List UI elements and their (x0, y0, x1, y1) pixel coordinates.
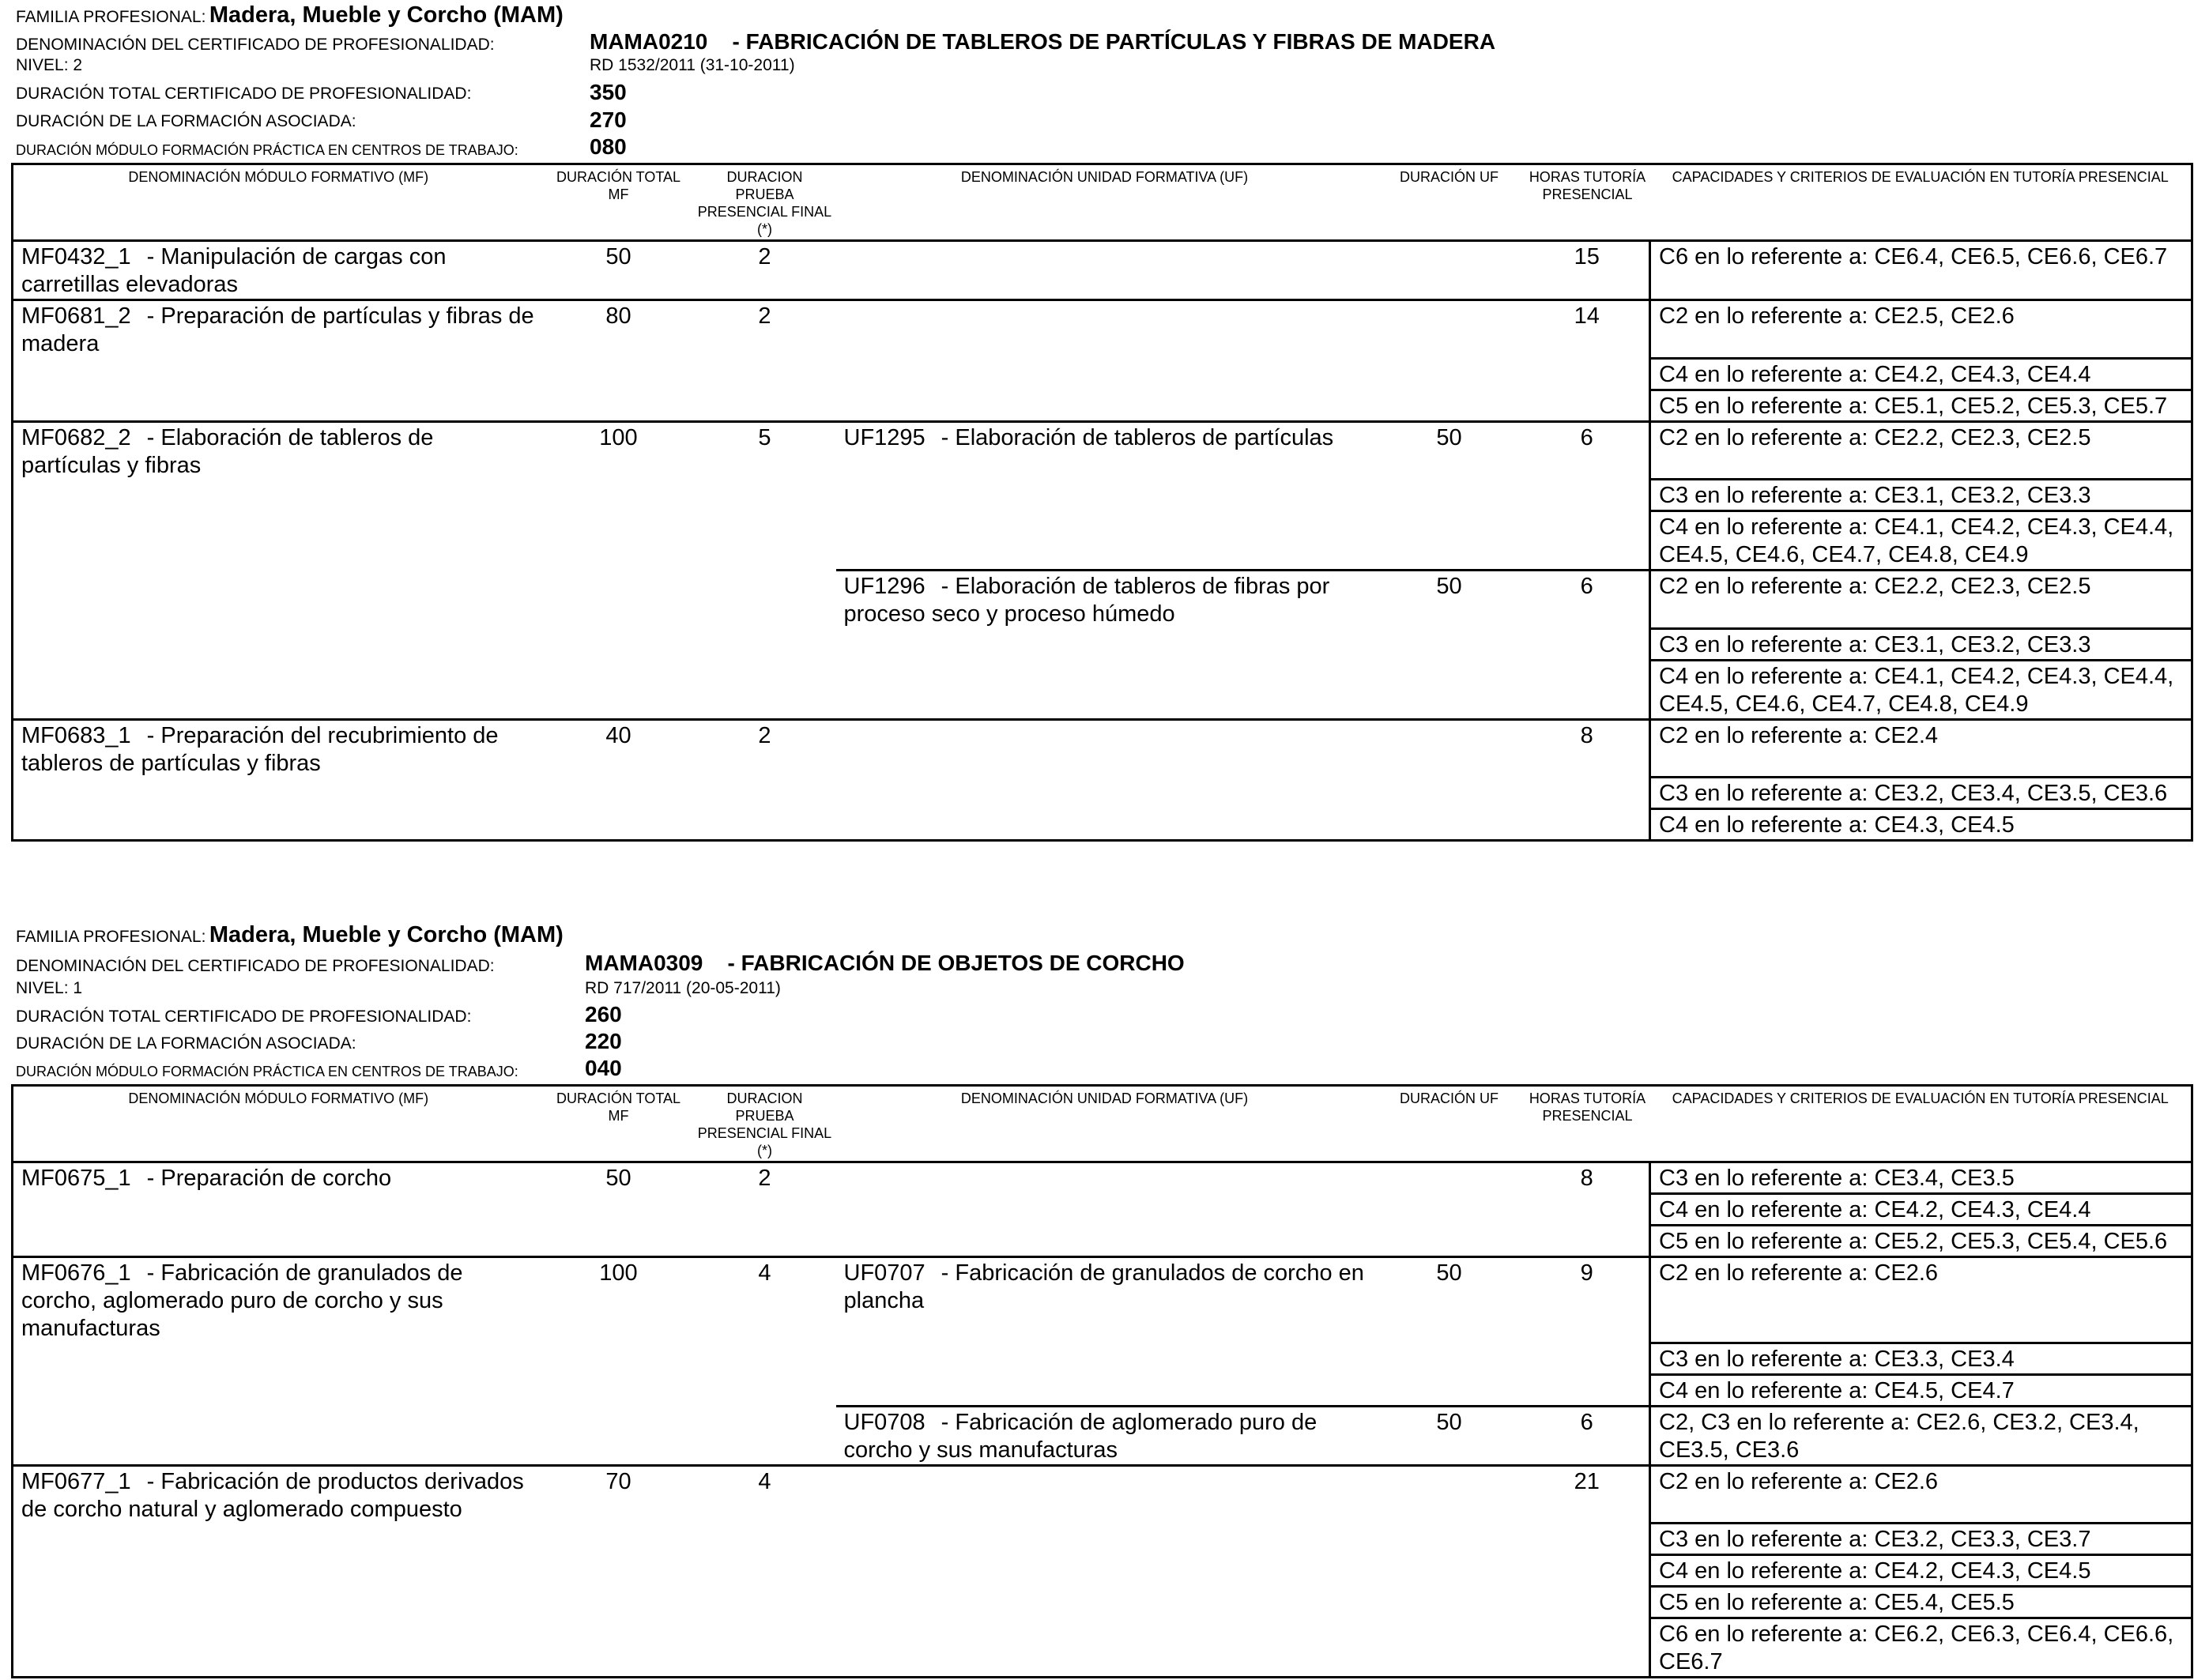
module-final-test (694, 358, 836, 390)
table-row (13, 571, 2192, 629)
module-duration (544, 511, 694, 571)
module-cell (13, 1587, 544, 1618)
capacity-criteria: C3 en lo referente a: CE3.2, CE3.3, CE3.7 (1650, 1524, 2192, 1555)
tutoring-hours: 6 (1525, 421, 1650, 480)
col-prueba-header: DURACION PRUEBA PRESENCIAL FINAL (*) (694, 164, 836, 241)
capacity-criteria: C5 en lo referente a: CE5.1, CE5.2, CE5.3, CE5.7 (1650, 390, 2192, 421)
table-row (13, 1194, 2192, 1226)
duracion-practica-value: 040 (585, 1056, 622, 1080)
capacity-criteria: C4 en lo referente a: CE4.3, CE4.5 (1650, 809, 2192, 841)
unit-cell (836, 1374, 1374, 1406)
tutoring-hours: 9 (1525, 1257, 1650, 1343)
duracion-formacion-label: DURACIÓN DE LA FORMACIÓN ASOCIADA: (16, 112, 356, 130)
module-final-test: 2 (694, 719, 836, 778)
module-name: - Preparación del recubrimiento de tableros de partículas y fibras (21, 722, 499, 776)
capacity-criteria: C2, C3 en lo referente a: CE2.6, CE3.2, CE3.4, CE3.5, CE3.6 (1650, 1406, 2192, 1465)
module-cell (13, 1226, 544, 1257)
module-code: MF0432_1 (21, 244, 131, 269)
denominacion-label: DENOMINACIÓN DEL CERTIFICADO DE PROFESIONALIDAD: (16, 36, 495, 54)
capacity-criteria: C3 en lo referente a: CE3.1, CE3.2, CE3.3 (1650, 480, 2192, 511)
table-row (13, 628, 2192, 660)
table-row (13, 480, 2192, 511)
unit-duration (1374, 1618, 1525, 1678)
col-uf-header: DENOMINACIÓN UNIDAD FORMATIVA (UF) (836, 164, 1374, 241)
familia-label: FAMILIA PROFESIONAL: (16, 928, 206, 946)
certificate-name: - FABRICACIÓN DE OBJETOS DE CORCHO (727, 951, 1185, 975)
module-duration (544, 1374, 694, 1406)
tutoring-hours: 6 (1525, 571, 1650, 629)
table-row (13, 1465, 2192, 1524)
module-final-test: 2 (694, 300, 836, 359)
module-code: MF0682_2 (21, 424, 131, 450)
tutoring-hours: 14 (1525, 300, 1650, 359)
modules-table (11, 163, 2193, 842)
module-cell (13, 300, 544, 359)
unit-code: UF1295 (843, 424, 925, 450)
familia-value: Madera, Mueble y Corcho (MAM) (209, 2, 564, 28)
unit-cell (836, 628, 1374, 660)
table-row (13, 390, 2192, 421)
module-cell (13, 1406, 544, 1465)
tutoring-hours (1525, 660, 1650, 719)
col-prueba-header: DURACION PRUEBA PRESENCIAL FINAL (*) (694, 1086, 836, 1162)
familia-value: Madera, Mueble y Corcho (MAM) (209, 922, 564, 947)
unit-duration (1374, 1465, 1525, 1524)
col-horas-header: HORAS TUTORÍA PRESENCIAL (1525, 1086, 1650, 1162)
capacity-criteria: C3 en lo referente a: CE3.4, CE3.5 (1650, 1162, 2192, 1194)
module-duration: 100 (544, 421, 694, 480)
capacity-criteria: C4 en lo referente a: CE4.1, CE4.2, CE4.3, CE4.4, CE4.5, CE4.6, CE4.7, CE4.8, CE4.9 (1650, 660, 2192, 719)
unit-cell (836, 719, 1374, 778)
module-duration (544, 1555, 694, 1587)
unit-cell (836, 1257, 1374, 1343)
unit-name: - Fabricación de aglomerado puro de corcho y sus manufacturas (843, 1409, 1318, 1463)
certificate-code: MAMA0309 (585, 951, 703, 975)
module-cell (13, 1465, 544, 1524)
unit-cell (836, 241, 1374, 300)
table-row (13, 421, 2192, 480)
certificate-name: - FABRICACIÓN DE TABLEROS DE PARTÍCULAS Y FIBRAS DE MADERA (732, 29, 1496, 54)
unit-duration (1374, 1587, 1525, 1618)
unit-cell (836, 1465, 1374, 1524)
col-mf-header: DENOMINACIÓN MÓDULO FORMATIVO (MF) (13, 164, 544, 241)
module-duration (544, 1226, 694, 1257)
tutoring-hours (1525, 1343, 1650, 1374)
unit-cell (836, 1618, 1374, 1678)
module-final-test (694, 1524, 836, 1555)
module-cell (13, 1162, 544, 1194)
module-cell (13, 511, 544, 571)
unit-code: UF1296 (843, 574, 925, 599)
module-final-test (694, 1374, 836, 1406)
module-duration: 40 (544, 719, 694, 778)
unit-duration (1374, 480, 1525, 511)
capacity-criteria: C2 en lo referente a: CE2.6 (1650, 1257, 2192, 1343)
col-mf-header: DENOMINACIÓN MÓDULO FORMATIVO (MF) (13, 1086, 544, 1162)
module-final-test (694, 1618, 836, 1678)
tutoring-hours (1525, 1226, 1650, 1257)
table-row (13, 358, 2192, 390)
tutoring-hours (1525, 1194, 1650, 1226)
tutoring-hours (1525, 628, 1650, 660)
tutoring-hours (1525, 778, 1650, 809)
table-row (13, 1343, 2192, 1374)
tutoring-hours (1525, 358, 1650, 390)
module-duration (544, 628, 694, 660)
capacity-criteria: C3 en lo referente a: CE3.3, CE3.4 (1650, 1343, 2192, 1374)
module-final-test (694, 628, 836, 660)
tutoring-hours: 15 (1525, 241, 1650, 300)
module-cell (13, 571, 544, 629)
tutoring-hours (1525, 1587, 1650, 1618)
module-cell (13, 1343, 544, 1374)
module-duration (544, 1194, 694, 1226)
tutoring-hours (1525, 511, 1650, 571)
tutoring-hours (1525, 1374, 1650, 1406)
table-row (13, 1374, 2192, 1406)
unit-duration (1374, 719, 1525, 778)
unit-cell (836, 300, 1374, 359)
unit-name: - Fabricación de granulados de corcho en plancha (843, 1260, 1364, 1313)
duracion-total-value: 260 (585, 1002, 622, 1026)
tutoring-hours (1525, 480, 1650, 511)
module-duration: 50 (544, 241, 694, 300)
tutoring-hours (1525, 390, 1650, 421)
table-row (13, 1226, 2192, 1257)
unit-duration (1374, 511, 1525, 571)
module-cell (13, 1555, 544, 1587)
table-row (13, 778, 2192, 809)
table-row (13, 1587, 2192, 1618)
unit-duration (1374, 628, 1525, 660)
capacity-criteria: C2 en lo referente a: CE2.4 (1650, 719, 2192, 778)
capacity-criteria: C5 en lo referente a: CE5.4, CE5.5 (1650, 1587, 2192, 1618)
certificate-title (585, 951, 1185, 975)
module-name: - Fabricación de granulados de corcho, aglomerado puro de corcho y sus manufacturas (21, 1260, 463, 1341)
unit-duration (1374, 300, 1525, 359)
module-duration: 100 (544, 1257, 694, 1343)
module-final-test (694, 1406, 836, 1465)
unit-duration (1374, 1194, 1525, 1226)
capacity-criteria: C2 en lo referente a: CE2.6 (1650, 1465, 2192, 1524)
unit-duration: 50 (1374, 421, 1525, 480)
module-final-test: 4 (694, 1257, 836, 1343)
unit-cell (836, 1555, 1374, 1587)
capacity-criteria: C4 en lo referente a: CE4.2, CE4.3, CE4.5 (1650, 1555, 2192, 1587)
module-name: - Manipulación de cargas con carretillas elevadoras (21, 244, 447, 297)
tutoring-hours: 8 (1525, 719, 1650, 778)
table-row (13, 1555, 2192, 1587)
module-code: MF0681_2 (21, 303, 131, 329)
duracion-total-value: 350 (590, 80, 627, 104)
module-code: MF0683_1 (21, 722, 131, 748)
module-final-test (694, 1343, 836, 1374)
unit-duration (1374, 1555, 1525, 1587)
table-header (13, 1086, 2192, 1162)
unit-duration (1374, 778, 1525, 809)
col-dur-mf-header: DURACIÓN TOTAL MF (544, 164, 694, 241)
unit-duration (1374, 1374, 1525, 1406)
unit-cell (836, 660, 1374, 719)
col-dur-mf-header: DURACIÓN TOTAL MF (544, 1086, 694, 1162)
capacity-criteria: C2 en lo referente a: CE2.5, CE2.6 (1650, 300, 2192, 359)
module-cell (13, 421, 544, 480)
module-duration (544, 571, 694, 629)
denominacion-label: DENOMINACIÓN DEL CERTIFICADO DE PROFESIONALIDAD: (16, 957, 495, 975)
table-row (13, 300, 2192, 359)
unit-cell (836, 809, 1374, 841)
col-dur-uf-header: DURACIÓN UF (1374, 164, 1525, 241)
module-final-test (694, 571, 836, 629)
col-uf-header: DENOMINACIÓN UNIDAD FORMATIVA (UF) (836, 1086, 1374, 1162)
table-row (13, 719, 2192, 778)
module-cell (13, 1524, 544, 1555)
module-duration (544, 809, 694, 841)
module-cell (13, 778, 544, 809)
module-duration (544, 1406, 694, 1465)
certificate-code: MAMA0210 (590, 29, 708, 54)
module-duration: 80 (544, 300, 694, 359)
duracion-practica-label: DURACIÓN MÓDULO FORMACIÓN PRÁCTICA EN CENTROS DE TRABAJO: (16, 1064, 518, 1079)
table-row (13, 1524, 2192, 1555)
module-duration (544, 778, 694, 809)
table-header (13, 164, 2192, 241)
tutoring-hours (1525, 1524, 1650, 1555)
duracion-practica-value: 080 (590, 134, 627, 159)
capacity-criteria: C4 en lo referente a: CE4.2, CE4.3, CE4.4 (1650, 358, 2192, 390)
tutoring-hours (1525, 1618, 1650, 1678)
module-cell (13, 660, 544, 719)
capacity-criteria: C4 en lo referente a: CE4.2, CE4.3, CE4.4 (1650, 1194, 2192, 1226)
familia-label: FAMILIA PROFESIONAL: (16, 8, 206, 26)
capacity-criteria: C5 en lo referente a: CE5.2, CE5.3, CE5.4, CE5.6 (1650, 1226, 2192, 1257)
capacity-criteria: C6 en lo referente a: CE6.2, CE6.3, CE6.4, CE6.6, CE6.7 (1650, 1618, 2192, 1678)
module-cell (13, 628, 544, 660)
duracion-total-label: DURACIÓN TOTAL CERTIFICADO DE PROFESIONALIDAD: (16, 85, 472, 103)
module-final-test: 5 (694, 421, 836, 480)
table-row (13, 660, 2192, 719)
module-final-test (694, 511, 836, 571)
tutoring-hours: 8 (1525, 1162, 1650, 1194)
capacity-criteria: C3 en lo referente a: CE3.1, CE3.2, CE3.3 (1650, 628, 2192, 660)
module-cell (13, 358, 544, 390)
module-duration (544, 660, 694, 719)
unit-code: UF0708 (843, 1409, 925, 1435)
unit-duration (1374, 358, 1525, 390)
module-final-test: 4 (694, 1465, 836, 1524)
unit-cell (836, 358, 1374, 390)
module-duration (544, 390, 694, 421)
unit-cell (836, 421, 1374, 480)
tutoring-hours (1525, 809, 1650, 841)
module-duration: 70 (544, 1465, 694, 1524)
unit-cell (836, 778, 1374, 809)
module-name: - Elaboración de tableros de partículas y fibras (21, 424, 434, 478)
table-row (13, 511, 2192, 571)
module-cell (13, 719, 544, 778)
capacity-criteria: C4 en lo referente a: CE4.5, CE4.7 (1650, 1374, 2192, 1406)
col-cap-header: CAPACIDADES Y CRITERIOS DE EVALUACIÓN EN TUTORÍA PRESENCIAL (1650, 164, 2192, 241)
module-final-test (694, 778, 836, 809)
rd: RD 717/2011 (20-05-2011) (585, 979, 781, 997)
unit-duration (1374, 1226, 1525, 1257)
module-code: MF0675_1 (21, 1166, 131, 1191)
unit-cell (836, 1162, 1374, 1194)
unit-duration (1374, 1524, 1525, 1555)
module-final-test (694, 480, 836, 511)
unit-duration: 50 (1374, 1257, 1525, 1343)
capacity-criteria: C4 en lo referente a: CE4.1, CE4.2, CE4.3, CE4.4, CE4.5, CE4.6, CE4.7, CE4.8, CE4.9 (1650, 511, 2192, 571)
certificate-title (590, 30, 1495, 54)
unit-duration: 50 (1374, 1406, 1525, 1465)
nivel: NIVEL: 1 (16, 979, 83, 997)
table-row (13, 1406, 2192, 1465)
unit-duration (1374, 660, 1525, 719)
table-row (13, 1257, 2192, 1343)
module-cell (13, 480, 544, 511)
module-final-test (694, 809, 836, 841)
module-final-test (694, 1194, 836, 1226)
module-final-test: 2 (694, 241, 836, 300)
nivel: NIVEL: 2 (16, 56, 83, 74)
unit-cell (836, 511, 1374, 571)
tutoring-hours: 6 (1525, 1406, 1650, 1465)
module-final-test (694, 390, 836, 421)
module-final-test (694, 1587, 836, 1618)
duracion-formacion-value: 220 (585, 1029, 622, 1053)
unit-duration (1374, 241, 1525, 300)
module-duration (544, 358, 694, 390)
module-duration (544, 1524, 694, 1555)
capacity-criteria: C6 en lo referente a: CE6.4, CE6.5, CE6.6, CE6.7 (1650, 241, 2192, 300)
module-cell (13, 241, 544, 300)
capacity-criteria: C2 en lo referente a: CE2.2, CE2.3, CE2.5 (1650, 571, 2192, 629)
table-row (13, 1618, 2192, 1678)
unit-cell (836, 1524, 1374, 1555)
tutoring-hours (1525, 1555, 1650, 1587)
col-horas-header: HORAS TUTORÍA PRESENCIAL (1525, 164, 1650, 241)
unit-duration (1374, 1162, 1525, 1194)
module-cell (13, 809, 544, 841)
module-cell (13, 1374, 544, 1406)
module-name: - Preparación de corcho (146, 1166, 392, 1191)
unit-duration (1374, 1343, 1525, 1374)
tutoring-hours: 21 (1525, 1465, 1650, 1524)
unit-cell (836, 1587, 1374, 1618)
module-final-test (694, 660, 836, 719)
duracion-formacion-value: 270 (590, 107, 627, 132)
table-row (13, 241, 2192, 300)
familia-row (16, 3, 564, 27)
module-code: MF0677_1 (21, 1468, 131, 1494)
unit-code: UF0707 (843, 1260, 925, 1286)
module-cell (13, 1257, 544, 1343)
module-final-test (694, 1555, 836, 1587)
table-row (13, 1162, 2192, 1194)
unit-name: - Elaboración de tableros de partículas (941, 424, 1334, 450)
unit-cell (836, 571, 1374, 629)
unit-cell (836, 1226, 1374, 1257)
rd: RD 1532/2011 (31-10-2011) (590, 56, 795, 74)
unit-cell (836, 1343, 1374, 1374)
unit-duration (1374, 809, 1525, 841)
unit-duration (1374, 390, 1525, 421)
module-duration (544, 1343, 694, 1374)
duracion-total-label: DURACIÓN TOTAL CERTIFICADO DE PROFESIONALIDAD: (16, 1008, 472, 1026)
duracion-practica-label: DURACIÓN MÓDULO FORMACIÓN PRÁCTICA EN CENTROS DE TRABAJO: (16, 142, 518, 158)
modules-table (11, 1084, 2193, 1678)
unit-duration: 50 (1374, 571, 1525, 629)
col-dur-uf-header: DURACIÓN UF (1374, 1086, 1525, 1162)
duracion-formacion-label: DURACIÓN DE LA FORMACIÓN ASOCIADA: (16, 1034, 356, 1053)
module-cell (13, 1194, 544, 1226)
module-duration (544, 1587, 694, 1618)
module-duration (544, 480, 694, 511)
unit-cell (836, 480, 1374, 511)
module-cell (13, 1618, 544, 1678)
capacity-criteria: C3 en lo referente a: CE3.2, CE3.4, CE3.5, CE3.6 (1650, 778, 2192, 809)
unit-cell (836, 390, 1374, 421)
module-duration (544, 1618, 694, 1678)
unit-cell (836, 1406, 1374, 1465)
module-cell (13, 390, 544, 421)
module-duration: 50 (544, 1162, 694, 1194)
module-final-test (694, 1226, 836, 1257)
unit-name: - Elaboración de tableros de fibras por proceso seco y proceso húmedo (843, 574, 1330, 627)
familia-row (16, 923, 564, 947)
module-name: - Preparación de partículas y fibras de madera (21, 303, 534, 356)
table-row (13, 809, 2192, 841)
module-name: - Fabricación de productos derivados de corcho natural y aglomerado compuesto (21, 1468, 524, 1522)
capacity-criteria: C2 en lo referente a: CE2.2, CE2.3, CE2.5 (1650, 421, 2192, 480)
unit-cell (836, 1194, 1374, 1226)
col-cap-header: CAPACIDADES Y CRITERIOS DE EVALUACIÓN EN TUTORÍA PRESENCIAL (1650, 1086, 2192, 1162)
module-final-test: 2 (694, 1162, 836, 1194)
module-code: MF0676_1 (21, 1260, 131, 1286)
